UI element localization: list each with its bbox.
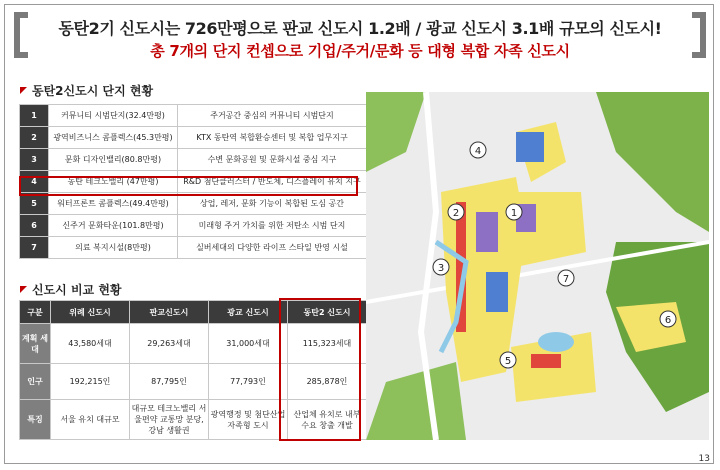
complex-section-label: 동탄2신도시 단지 현황 — [32, 84, 154, 98]
row-number: 3 — [20, 149, 49, 171]
table-cell: 31,000세대 — [209, 324, 288, 364]
zone-marker-3 — [433, 259, 449, 275]
svg-text:1: 1 — [510, 208, 518, 219]
row-number: 7 — [20, 237, 49, 259]
column-header: 위례 신도시 — [51, 301, 130, 324]
highlight-dongtan2-column — [279, 298, 361, 441]
table-cell: 285,878인 — [288, 364, 367, 400]
compare-section-label: 신도시 비교 현황 — [32, 283, 122, 297]
page-number: 13 — [698, 454, 710, 464]
table-row — [20, 105, 367, 127]
svg-text:3: 3 — [437, 263, 445, 274]
section-marker-icon — [20, 286, 27, 293]
row-number: 4 — [20, 171, 49, 193]
svg-text:5: 5 — [504, 356, 512, 367]
column-header: 판교신도시 — [130, 301, 209, 324]
complex-name: 동탄 테크노밸리 (47만평) — [49, 171, 178, 193]
complex-desc: 주거공간 중심의 커뮤니티 시범단지 — [178, 105, 367, 127]
complex-desc: KTX 동탄역 복합환승센터 및 복합 업무지구 — [178, 127, 367, 149]
table-cell: 29,263세대 — [130, 324, 209, 364]
business-block-2 — [476, 212, 498, 252]
zone-marker-7 — [558, 270, 574, 286]
svg-text:6: 6 — [664, 315, 672, 326]
row-number: 2 — [20, 127, 49, 149]
lake — [538, 332, 574, 352]
complex-name: 의료 복지시설(8만평) — [49, 237, 178, 259]
zone-marker-5 — [500, 352, 516, 368]
complex-name: 광역비즈니스 콤플렉스(45.3만평) — [49, 127, 178, 149]
row-label: 계획 세대 — [20, 324, 51, 364]
table-cell: 43,580세대 — [51, 324, 130, 364]
row-label: 인구 — [20, 364, 51, 400]
complex-name: 신주거 문화타운(101.8만평) — [49, 215, 178, 237]
table-row — [20, 127, 367, 149]
table-cell: 서울 유치 대규모 — [51, 400, 130, 440]
complex-name: 문화 디자인밸리(80.8만평) — [49, 149, 178, 171]
waterfront-commercial — [531, 354, 561, 368]
complex-name: 워터프론트 콤플렉스(49.4만평) — [49, 193, 178, 215]
table-cell: 대규모 테크노밸리 서울편약 교통망 분당,강남 생활권 — [130, 400, 209, 440]
page-subtitle: 총 7개의 단지 컨셉으로 기업/주거/문화 등 대형 복합 자족 신도시 — [150, 42, 570, 60]
compare-section-title — [20, 281, 122, 298]
row-number: 1 — [20, 105, 49, 127]
svg-text:4: 4 — [474, 146, 482, 157]
complex-name: 커뮤니티 시범단지(32.4만평) — [49, 105, 178, 127]
column-header: 동탄2 신도시 — [288, 301, 367, 324]
section-marker-icon — [20, 87, 27, 94]
complex-desc: 미래형 주거 가치를 위한 저탄소 시범 단지 — [178, 215, 367, 237]
svg-text:7: 7 — [562, 274, 570, 285]
row-number: 5 — [20, 193, 49, 215]
table-cell: 115,323세대 — [288, 324, 367, 364]
table-cell: 87,795인 — [130, 364, 209, 400]
complex-desc: 상업, 레저, 문화 기능이 복합된 도심 공간 — [178, 193, 367, 215]
zone-marker-1 — [506, 204, 522, 220]
table-cell: 192,215인 — [51, 364, 130, 400]
table-cell: 산업체 유치로 내부 수요 창출 개발 — [288, 400, 367, 440]
zone-marker-4 — [470, 142, 486, 158]
table-cell: 77,793인 — [209, 364, 288, 400]
table-cell: 광역행정 및 첨단산업 자족형 도시 — [209, 400, 288, 440]
zone-marker-6 — [660, 311, 676, 327]
complex-section-title — [20, 82, 153, 99]
complex-desc: 수변 문화공원 및 문화시설 중심 지구 — [178, 149, 367, 171]
page-title: 동탄2기 신도시는 726만평으로 판교 신도시 1.2배 / 광교 신도시 3.1배 규모의 신도시! — [58, 19, 662, 38]
table-row — [20, 237, 367, 259]
site-plan-map — [366, 92, 709, 440]
column-header: 구분 — [20, 301, 51, 324]
svg-text:2: 2 — [452, 208, 460, 219]
civic-block — [486, 272, 508, 312]
complex-desc: R&D 첨단클러스터 / 반도체, 디스플레이 유치 지구 — [178, 171, 367, 193]
row-number: 6 — [20, 215, 49, 237]
table-row — [20, 149, 367, 171]
highlight-row-4 — [19, 176, 358, 196]
industrial-block — [516, 132, 544, 162]
complex-desc: 실버세대의 다양한 라이프 스타일 반영 시설 — [178, 237, 367, 259]
zone-marker-2 — [448, 204, 464, 220]
column-header: 광교 신도시 — [209, 301, 288, 324]
row-label: 특징 — [20, 400, 51, 440]
table-row — [20, 215, 367, 237]
